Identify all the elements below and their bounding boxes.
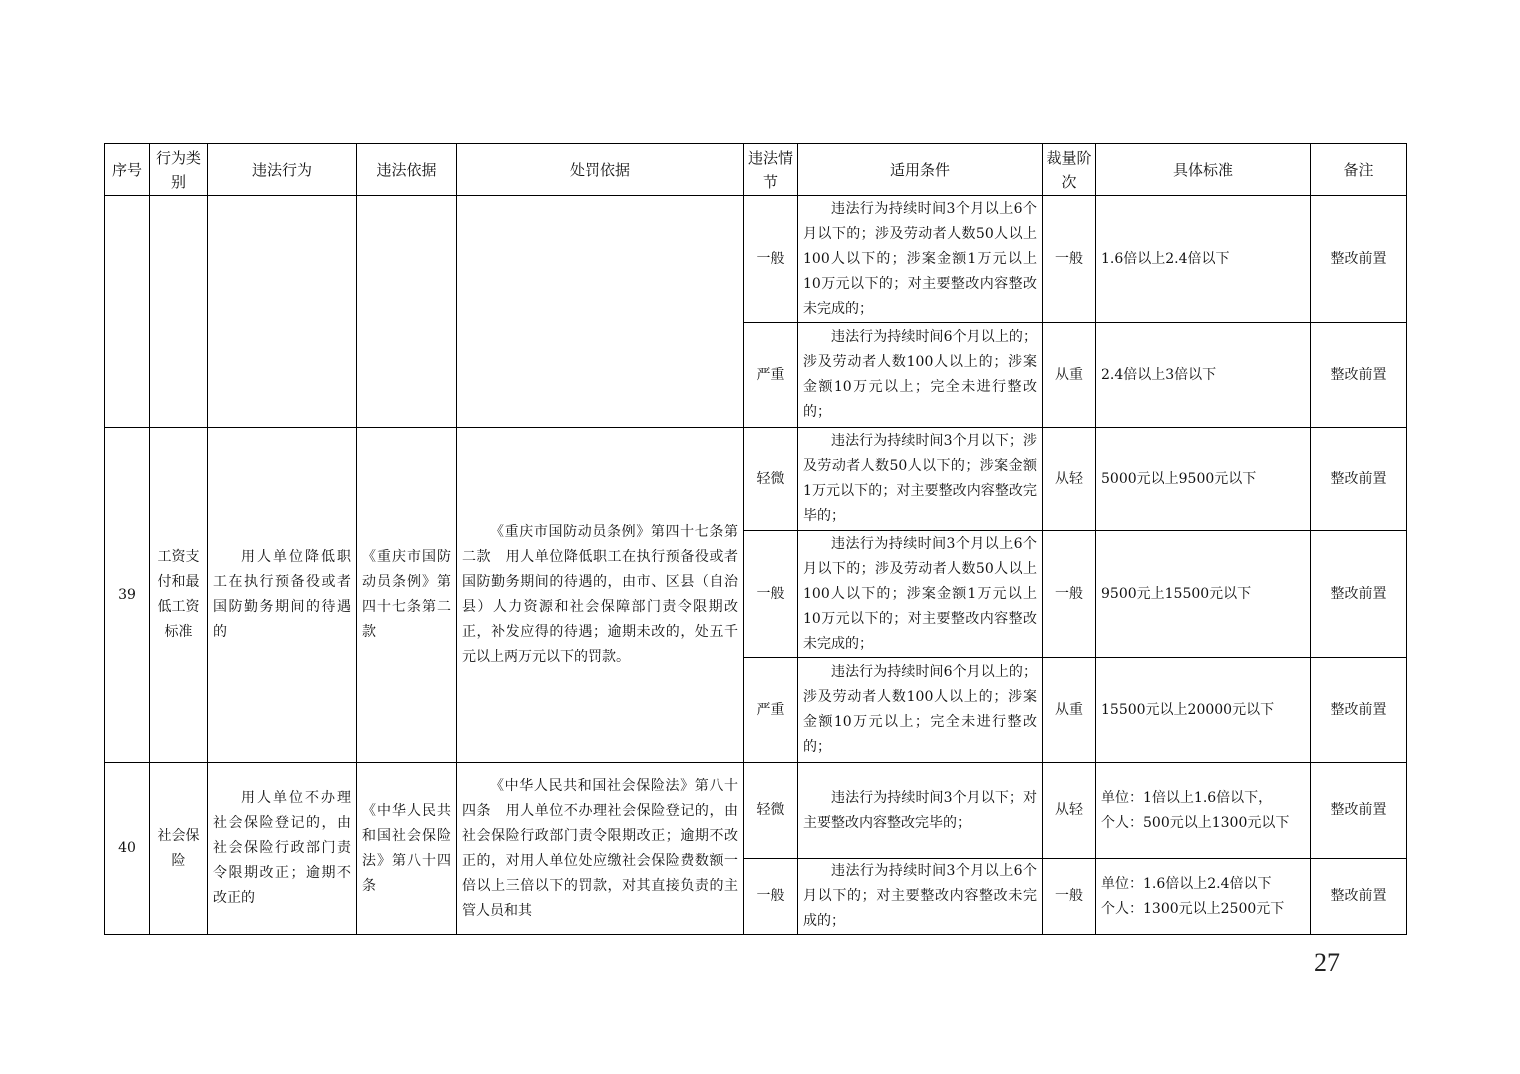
cell-seq: 40 [105, 763, 150, 935]
cell-conditions: 违法行为持续时间6个月以上的；涉及劳动者人数100人以上的；涉案金额10万元以上；完全未进行整改的； [798, 658, 1043, 763]
cell-violation-basis-empty [357, 196, 457, 428]
table-header-row [105, 144, 1407, 196]
header-seq: 序号 [105, 144, 150, 196]
cell-remarks: 整改前置 [1311, 428, 1407, 531]
cell-discretion-level: 一般 [1043, 859, 1096, 935]
cell-conditions: 违法行为持续时间3个月以上6个月以下的；涉及劳动者人数50人以上100人以下的；涉案金额1万元以上10万元以下的；对主要整改内容整改未完成的； [798, 196, 1043, 323]
cell-category: 社会保险 [150, 763, 208, 935]
cell-severity: 轻微 [744, 428, 798, 531]
cell-violation-basis: 《重庆市国防动员条例》第四十七条第二款 [357, 428, 457, 763]
cell-seq-empty [105, 196, 150, 428]
standard-unit-line: 单位：1.6倍以上2.4倍以下 [1101, 875, 1272, 892]
cell-discretion-level: 一般 [1043, 196, 1096, 323]
cell-severity: 轻微 [744, 763, 798, 859]
table-row [105, 196, 1407, 323]
cell-violation: 用人单位降低职工在执行预备役或者国防勤务期间的待遇的 [208, 428, 357, 763]
cell-discretion-level: 从轻 [1043, 763, 1096, 859]
cell-conditions: 违法行为持续时间6个月以上的；涉及劳动者人数100人以上的；涉案金额10万元以上；完全未进行整改的； [798, 323, 1043, 428]
cell-severity: 严重 [744, 323, 798, 428]
header-standard: 具体标准 [1096, 144, 1311, 196]
cell-seq: 39 [105, 428, 150, 763]
header-category: 行为类别 [150, 144, 208, 196]
cell-violation: 用人单位不办理社会保险登记的，由社会保险行政部门责令限期改正；逾期不改正的 [208, 763, 357, 935]
cell-severity: 一般 [744, 196, 798, 323]
table-row [105, 763, 1407, 859]
cell-category-empty [150, 196, 208, 428]
cell-discretion-level: 从轻 [1043, 428, 1096, 531]
cell-standard: 15500元以上20000元以下 [1096, 658, 1311, 763]
cell-remarks: 整改前置 [1311, 859, 1407, 935]
header-violation: 违法行为 [208, 144, 357, 196]
header-remarks: 备注 [1311, 144, 1407, 196]
page-number: 27 [1314, 948, 1340, 977]
cell-severity: 一般 [744, 531, 798, 658]
standard-person-line: 个人：500元以上1300元以下 [1101, 814, 1290, 831]
cell-category: 工资支付和最低工资标准 [150, 428, 208, 763]
cell-discretion-level: 一般 [1043, 531, 1096, 658]
cell-standard: 2.4倍以上3倍以下 [1096, 323, 1311, 428]
table-row [105, 428, 1407, 531]
penalty-standards-table [104, 143, 1407, 935]
header-conditions: 适用条件 [798, 144, 1043, 196]
header-penalty-basis: 处罚依据 [457, 144, 744, 196]
cell-remarks: 整改前置 [1311, 323, 1407, 428]
cell-conditions: 违法行为持续时间3个月以下；涉及劳动者人数50人以下的；涉案金额1万元以下的；对主要整改内容整改完毕的； [798, 428, 1043, 531]
standard-unit-line: 单位：1倍以上1.6倍以下， [1101, 789, 1273, 806]
cell-penalty-basis: 《重庆市国防动员条例》第四十七条第二款 用人单位降低职工在执行预备役或者国防勤务期间的待遇的，由市、区县（自治县）人力资源和社会保障部门责令限期改正，补发应得的待遇；逾期未改的，处五千元以上两万元以下的罚款。 [457, 428, 744, 763]
cell-conditions: 违法行为持续时间3个月以上6个月以下的；涉及劳动者人数50人以上100人以下的；涉案金额1万元以上10万元以下的；对主要整改内容整改未完成的； [798, 531, 1043, 658]
cell-severity: 严重 [744, 658, 798, 763]
cell-discretion-level: 从重 [1043, 658, 1096, 763]
cell-remarks: 整改前置 [1311, 658, 1407, 763]
header-severity: 违法情节 [744, 144, 798, 196]
cell-standard: 5000元以上9500元以下 [1096, 428, 1311, 531]
cell-remarks: 整改前置 [1311, 196, 1407, 323]
cell-standard: 1.6倍以上2.4倍以下 [1096, 196, 1311, 323]
cell-violation-basis: 《中华人民共和国社会保险法》第八十四条 [357, 763, 457, 935]
header-violation-basis: 违法依据 [357, 144, 457, 196]
cell-remarks: 整改前置 [1311, 531, 1407, 658]
cell-standard [1096, 763, 1311, 859]
standard-person-line: 个人：1300元以上2500元下 [1101, 900, 1285, 917]
cell-conditions: 违法行为持续时间3个月以上6个月以下的；对主要整改内容整改未完成的； [798, 859, 1043, 935]
cell-conditions: 违法行为持续时间3个月以下；对主要整改内容整改完毕的； [798, 763, 1043, 859]
cell-remarks: 整改前置 [1311, 763, 1407, 859]
cell-violation-empty [208, 196, 357, 428]
cell-standard: 9500元上15500元以下 [1096, 531, 1311, 658]
cell-standard [1096, 859, 1311, 935]
cell-severity: 一般 [744, 859, 798, 935]
cell-penalty-basis-empty [457, 196, 744, 428]
header-discretion-level: 裁量阶次 [1043, 144, 1096, 196]
cell-penalty-basis: 《中华人民共和国社会保险法》第八十四条 用人单位不办理社会保险登记的，由社会保险行政部门责令限期改正；逾期不改正的，对用人单位处应缴社会保险费数额一倍以上三倍以下的罚款，对其直接负责的主管人员和其 [457, 763, 744, 935]
cell-discretion-level: 从重 [1043, 323, 1096, 428]
